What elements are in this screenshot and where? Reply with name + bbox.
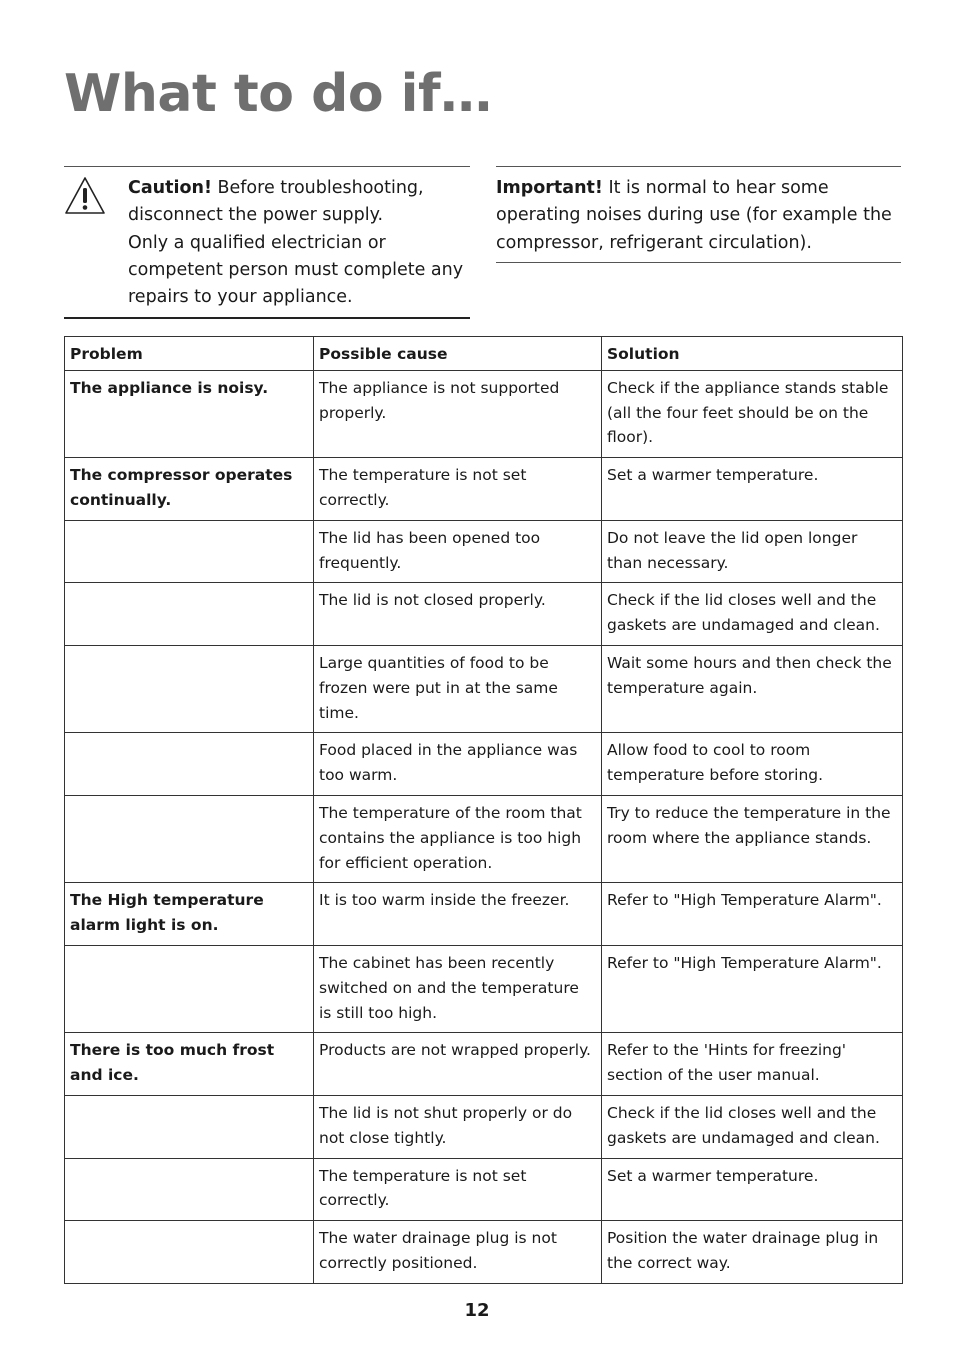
caution-body: Before troubleshooting, disconnect the power supply. bbox=[128, 178, 424, 226]
cause-cell: It is too warm inside the freezer. bbox=[314, 883, 602, 946]
solution-cell: Check if the lid closes well and the gaskets are undamaged and clean. bbox=[602, 583, 903, 646]
troubleshooting-table bbox=[64, 336, 903, 1284]
important-body: It is normal to hear some operating noises during use (for example the compressor, refrigerant circulation). bbox=[496, 178, 892, 253]
problem-cell: There is too much frost and ice. bbox=[65, 1033, 314, 1096]
cause-cell: The appliance is not supported properly. bbox=[314, 370, 602, 457]
table-row bbox=[65, 1221, 903, 1284]
table-row bbox=[65, 1158, 903, 1221]
cause-cell: The lid is not closed properly. bbox=[314, 583, 602, 646]
table-row bbox=[65, 795, 903, 882]
problem-cell bbox=[65, 583, 314, 646]
table-row bbox=[65, 458, 903, 521]
table-row bbox=[65, 370, 903, 457]
problem-cell bbox=[65, 1221, 314, 1284]
header-possible-cause: Possible cause bbox=[314, 337, 602, 371]
solution-cell: Position the water drainage plug in the correct way. bbox=[602, 1221, 903, 1284]
table-row bbox=[65, 1033, 903, 1096]
cause-cell: The lid has been opened too frequently. bbox=[314, 520, 602, 583]
table-row bbox=[65, 520, 903, 583]
caution-text bbox=[128, 175, 472, 311]
problem-cell bbox=[65, 795, 314, 882]
solution-cell: Refer to "High Temperature Alarm". bbox=[602, 883, 903, 946]
cause-cell: Products are not wrapped properly. bbox=[314, 1033, 602, 1096]
problem-cell: The compressor operates continually. bbox=[65, 458, 314, 521]
problem-cell bbox=[65, 645, 314, 732]
solution-cell: Do not leave the lid open longer than necessary. bbox=[602, 520, 903, 583]
table-row bbox=[65, 645, 903, 732]
header-problem: Problem bbox=[65, 337, 314, 371]
solution-cell: Refer to the 'Hints for freezing' section of the user manual. bbox=[602, 1033, 903, 1096]
problem-cell: The appliance is noisy. bbox=[65, 370, 314, 457]
solution-cell: Set a warmer temperature. bbox=[602, 458, 903, 521]
problem-cell: The High temperature alarm light is on. bbox=[65, 883, 314, 946]
important-text bbox=[496, 175, 901, 257]
table-row bbox=[65, 945, 903, 1032]
cause-cell: The temperature of the room that contains the appliance is too high for efficient operation. bbox=[314, 795, 602, 882]
table-header-row bbox=[65, 337, 903, 371]
problem-cell bbox=[65, 1158, 314, 1221]
solution-cell: Try to reduce the temperature in the room where the appliance stands. bbox=[602, 795, 903, 882]
cause-cell: The water drainage plug is not correctly positioned. bbox=[314, 1221, 602, 1284]
problem-cell bbox=[65, 1095, 314, 1158]
caution-body-2: Only a qualified electrician or competent person must complete any repairs to your appliance. bbox=[128, 232, 464, 308]
caution-label: Caution! bbox=[128, 178, 212, 198]
cause-cell: The temperature is not set correctly. bbox=[314, 1158, 602, 1221]
cause-cell: The cabinet has been recently switched on and the temperature is still too high. bbox=[314, 945, 602, 1032]
important-label: Important! bbox=[496, 178, 603, 198]
page-title: What to do if… bbox=[64, 64, 492, 124]
table-row bbox=[65, 733, 903, 796]
table-row bbox=[65, 583, 903, 646]
warning-triangle-icon bbox=[64, 175, 106, 217]
solution-cell: Check if the appliance stands stable (all the four feet should be on the floor). bbox=[602, 370, 903, 457]
problem-cell bbox=[65, 945, 314, 1032]
solution-cell: Check if the lid closes well and the gaskets are undamaged and clean. bbox=[602, 1095, 903, 1158]
important-notice bbox=[496, 166, 901, 263]
problem-cell bbox=[65, 733, 314, 796]
cause-cell: Large quantities of food to be frozen were put in at the same time. bbox=[314, 645, 602, 732]
solution-cell: Refer to "High Temperature Alarm". bbox=[602, 945, 903, 1032]
solution-cell: Wait some hours and then check the temperature again. bbox=[602, 645, 903, 732]
page-number: 12 bbox=[464, 1300, 490, 1321]
solution-cell: Set a warmer temperature. bbox=[602, 1158, 903, 1221]
header-solution: Solution bbox=[602, 337, 903, 371]
table-row bbox=[65, 1095, 903, 1158]
problem-cell bbox=[65, 520, 314, 583]
cause-cell: The temperature is not set correctly. bbox=[314, 458, 602, 521]
cause-cell: Food placed in the appliance was too warm. bbox=[314, 733, 602, 796]
caution-notice bbox=[64, 166, 470, 319]
solution-cell: Allow food to cool to room temperature before storing. bbox=[602, 733, 903, 796]
cause-cell: The lid is not shut properly or do not close tightly. bbox=[314, 1095, 602, 1158]
table-row bbox=[65, 883, 903, 946]
